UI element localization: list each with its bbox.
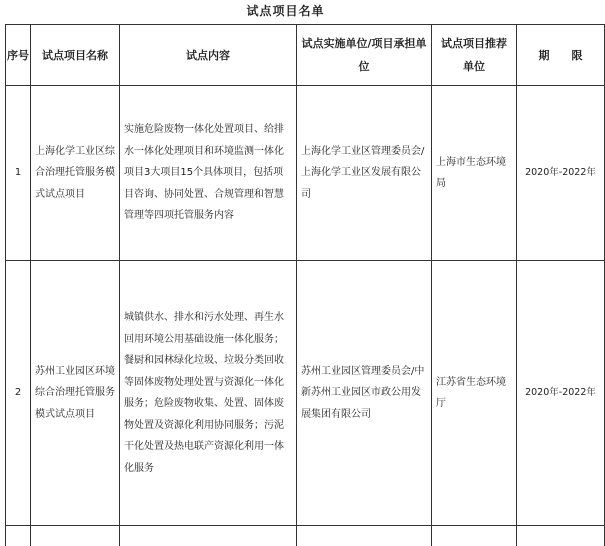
- header-no: 序号: [6, 25, 31, 86]
- document-title: 试点项目名单: [0, 3, 571, 19]
- table-row: [6, 261, 605, 526]
- table-row-partial: [6, 526, 605, 546]
- row-content: 实施危险废物一体化处置项目、给排水一体化处理项目和环境监测一体化项目3大项目15个具体项目，包括项目咨询、协同处置、合规管理和智慧管理等四项托管服务内容: [120, 86, 297, 261]
- row-unit-line1: 苏州工业园区管理委员会/中新苏州工业园区市政公用发展集团有限公司: [301, 361, 427, 426]
- row-recommender: 上海市生态环境局: [432, 86, 517, 261]
- header-content: 试点内容: [120, 25, 297, 86]
- header-period: 期 限: [517, 25, 605, 86]
- header-name: 试点项目名称: [31, 25, 120, 86]
- table-row: [6, 86, 605, 261]
- row-no: 2: [6, 261, 31, 526]
- pilot-project-table: [5, 24, 605, 546]
- row-period: 2020年-2022年: [517, 261, 605, 526]
- row-unit-line1: 上海化学工业区管理委员会/: [301, 141, 427, 163]
- row-unit-line2: 上海化学工业区发展有限公司: [301, 162, 427, 205]
- row-content: 城镇供水、排水和污水处理、再生水回用环境公用基础设施一体化服务；餐厨和园林绿化垃圾、垃圾分类回收等固体废物处理处置与资源化一体化服务；危险废物收集、处置、固体废物处置及资源化利用协同服务；污泥干化处置及热电联产资源化利用一体化服务: [120, 261, 297, 526]
- row-unit: [297, 261, 432, 526]
- row-name: 苏州工业园区环境综合治理托管服务模式试点项目: [31, 261, 120, 526]
- row-unit: [297, 86, 432, 261]
- row-recommender: 江苏省生态环境厅: [432, 261, 517, 526]
- table-header-row: [6, 25, 605, 86]
- row-period: 2020年-2022年: [517, 86, 605, 261]
- row-name: 上海化学工业区综合治理托管服务模式试点项目: [31, 86, 120, 261]
- row-no: 1: [6, 86, 31, 261]
- header-unit: 试点实施单位/项目承担单位: [297, 25, 432, 86]
- header-recommender: 试点项目推荐单位: [432, 25, 517, 86]
